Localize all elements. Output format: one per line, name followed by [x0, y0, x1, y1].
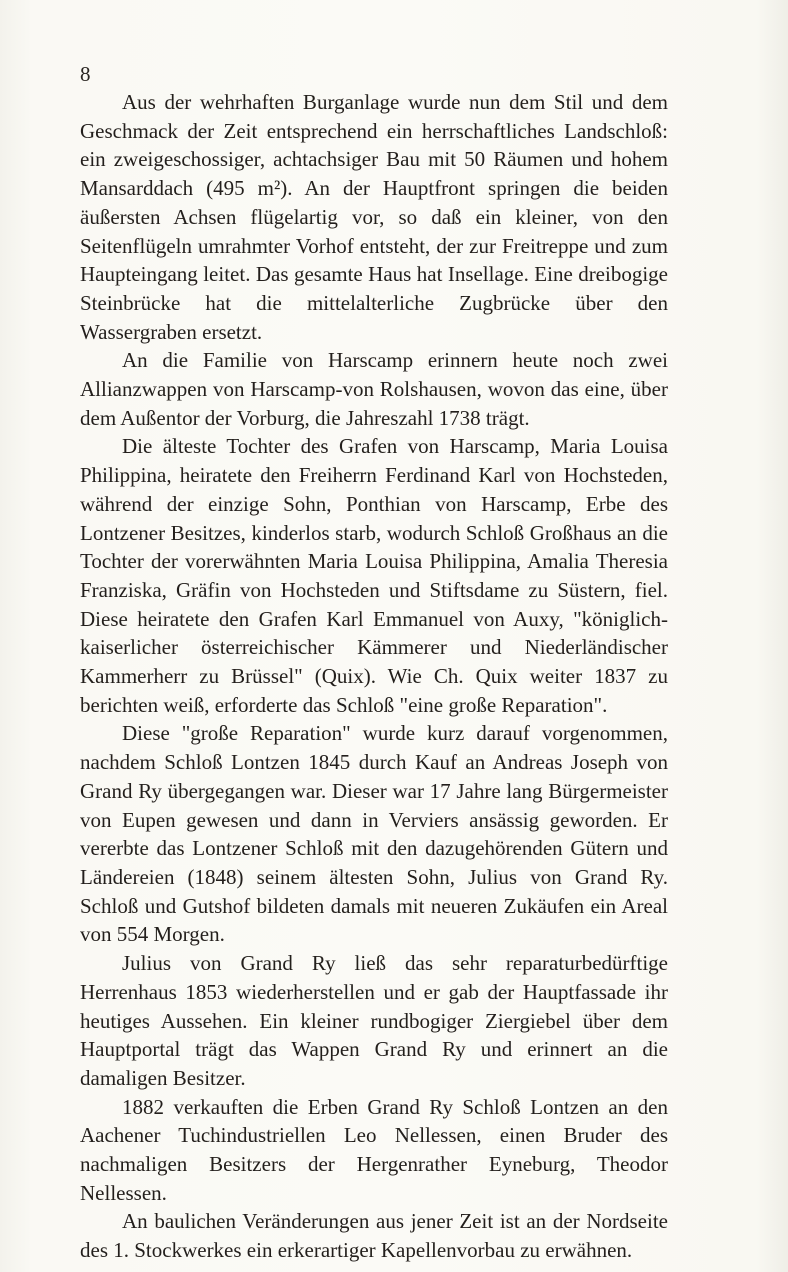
- body-text: [80, 88, 668, 1265]
- paragraph-chapel-annex: An baulichen Veränderungen aus jener Zeit ist an der Nordseite des 1. Stockwerkes ein erkerartiger Kapellenvorbau zu erwähnen.: [80, 1209, 668, 1263]
- paragraph-grand-ry-purchase: Diese "große Reparation" wurde kurz darauf vorgenommen, nachdem Schloß Lontzen 1845 durch Kauf an Andreas Joseph von Grand Ry übergegangen war. Dieser war 17 Jahre lang Bürgermeister von Eupen gewesen und dann in Verviers ansässig geworden. Er vererbte das Lontzener Schloß mit den dazugehörenden Gütern und Ländereien (1848) seinem ältesten Sohn, Julius von Grand Ry. Schloß und Gutshof bildeten damals mit neueren Zukäufen ein Areal von 554 Morgen.: [80, 721, 668, 947]
- page-number: 8: [80, 62, 91, 86]
- paragraph-restoration-1853: Julius von Grand Ry ließ das sehr reparaturbedürftige Herrenhaus 1853 wiederherstellen und er gab der Hauptfassade ihr heutiges Aussehen. Ein kleiner rundbogiger Ziergiebel über dem Hauptportal trägt das Wappen Grand Ry und erinnert an die damaligen Besitzer.: [80, 951, 668, 1090]
- paragraph-harscamp-coats-of-arms: An die Familie von Harscamp erinnern heute noch zwei Allianzwappen von Harscamp-von Rolshausen, wovon das eine, über dem Außentor der Vorburg, die Jahreszahl 1738 trägt.: [80, 348, 668, 430]
- paragraph-sale-1882: 1882 verkauften die Erben Grand Ry Schloß Lontzen an den Aachener Tuchindustriellen Leo Nellessen, einen Bruder des nachmaligen Besitzers der Hergenrather Eyneburg, Theodor Nellessen.: [80, 1094, 668, 1205]
- paragraph-castle-description: Aus der wehrhaften Burganlage wurde nun dem Stil und dem Geschmack der Zeit entsprechend ein herrschaftliches Landschloß: ein zweigeschossiger, achtachsiger Bau mit 50 Räumen und hohem Mansarddach (495 m²). An der Hauptfront springen die beiden äußersten Achsen flügelartig vor, so daß ein kleiner, von den Seitenflügeln umrahmter Vorhof entsteht, der zur Freitreppe und zum Haupteingang leitet. Das gesamte Haus hat Insellage. Eine dreibogige Steinbrücke hat die mittelalterliche Zugbrücke über den Wassergraben ersetzt.: [80, 90, 668, 344]
- paragraph-hochsteden-inheritance: Die älteste Tochter des Grafen von Harscamp, Maria Louisa Philippina, heiratete den Freiherrn Ferdinand Karl von Hochsteden, während der einzige Sohn, Ponthian von Harscamp, Erbe des Lontzener Besitzes, kinderlos starb, wodurch Schloß Großhaus an die Tochter der vorerwähnten Maria Louisa Philippina, Amalia Theresia Franziska, Gräfin von Hochsteden und Stiftsdame zu Süstern, fiel. Diese heiratete den Grafen Karl Emmanuel von Auxy, "königlich-kaiserlicher österreichischer Kämmerer und Niederländischer Kammerherr zu Brüssel" (Quix). Wie Ch. Quix weiter 1837 zu berichten weiß, erforderte das Schloß "eine große Reparation".: [80, 434, 668, 717]
